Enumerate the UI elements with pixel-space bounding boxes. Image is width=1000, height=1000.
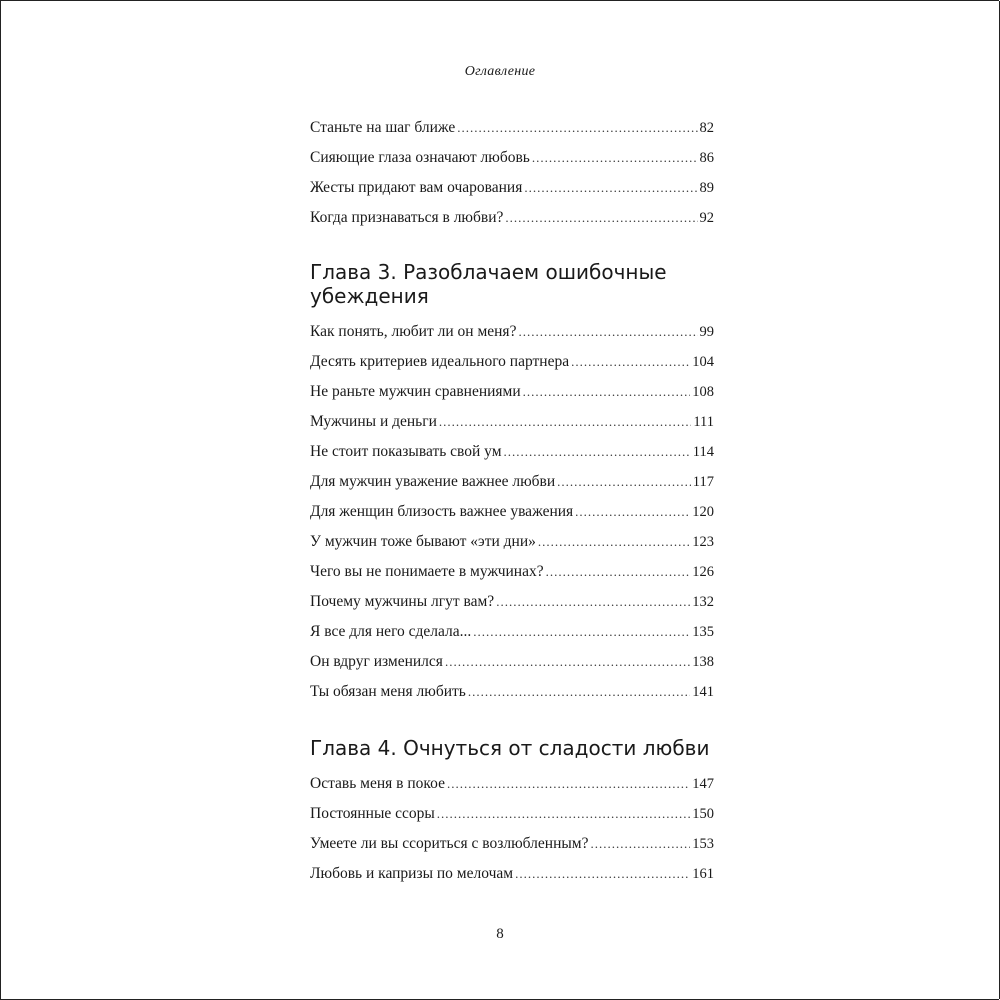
toc-entry[interactable] [310, 592, 714, 612]
dot-leader [437, 804, 690, 824]
toc-entry-title: Почему мужчины лгут вам? [310, 593, 495, 610]
toc-entry[interactable] [310, 774, 714, 794]
toc-entry-page: 117 [692, 474, 714, 490]
dot-leader [504, 442, 691, 462]
dot-leader [571, 352, 690, 372]
toc-entry-title: Жесты придают вам очарования [310, 179, 523, 196]
toc-entry-page: 135 [692, 624, 714, 640]
toc-entry-title: Чего вы не понимаете в мужчинах? [310, 563, 544, 580]
dot-leader [575, 502, 690, 522]
toc-entry-title: Умеете ли вы ссориться с возлюбленным? [310, 835, 589, 852]
toc-entry-title: Как понять, любит ли он меня? [310, 323, 517, 340]
dot-leader [505, 208, 697, 228]
toc-entry[interactable] [310, 412, 714, 432]
toc-entry-page: 89 [699, 180, 714, 196]
chapter-3-heading[interactable] [310, 260, 714, 308]
toc-entry-page: 150 [692, 806, 714, 822]
chapter-3-heading-line-1: Глава 3. Разоблачаем ошибочные [310, 260, 667, 284]
toc-entry-title: Станьте на шаг ближе [310, 119, 456, 136]
page-number: 8 [496, 926, 504, 942]
toc-entry-title: Когда признаваться в любви? [310, 209, 504, 226]
dot-leader [445, 652, 690, 672]
dot-leader [518, 322, 697, 342]
chapter-4-heading[interactable]: Глава 4. Очнуться от сладости любви [310, 736, 710, 760]
dot-leader [590, 834, 690, 854]
dot-leader [457, 118, 697, 138]
toc-entry-page: 111 [693, 414, 714, 430]
toc-entry-title: Я все для него сделала... [310, 623, 472, 640]
toc-entry-title: Оставь меня в покое [310, 775, 445, 792]
dot-leader [538, 532, 690, 552]
toc-entry[interactable] [310, 622, 714, 642]
toc-entry-title: Не стоит показывать свой ум [310, 443, 502, 460]
toc-entry-page: 120 [692, 504, 714, 520]
toc-entry-title: Не раньте мужчин сравнениями [310, 383, 521, 400]
toc-entry-page: 99 [699, 324, 714, 340]
toc-entry[interactable] [310, 834, 714, 854]
toc-entry-page: 82 [699, 120, 714, 136]
toc-entry-page: 153 [692, 836, 714, 852]
toc-entry-title: Сияющие глаза означают любовь [310, 149, 530, 166]
toc-entry-title: Десять критериев идеального партнера [310, 353, 570, 370]
dot-leader [473, 622, 690, 642]
toc-entry[interactable] [310, 502, 714, 522]
toc-entry[interactable] [310, 652, 714, 672]
toc-entry[interactable] [310, 864, 714, 884]
running-head: Оглавление [464, 64, 536, 79]
toc-entry-page: 86 [699, 150, 714, 166]
toc-entry-title: Любовь и капризы по мелочам [310, 865, 514, 882]
toc-entry-page: 161 [692, 866, 714, 882]
toc-entry-title: Мужчины и деньги [310, 413, 437, 430]
dot-leader [557, 472, 691, 492]
toc-entry[interactable] [310, 472, 714, 492]
dot-leader [439, 412, 691, 432]
toc-entry-title: Для мужчин уважение важнее любви [310, 473, 556, 490]
toc-entry[interactable] [310, 352, 714, 372]
toc-entry[interactable] [310, 208, 714, 228]
toc-entry-page: 108 [692, 384, 714, 400]
toc-entry[interactable] [310, 322, 714, 342]
dot-leader [524, 178, 697, 198]
chapter-3-heading-line-2: убеждения [310, 284, 429, 308]
toc-entry[interactable] [310, 148, 714, 168]
dot-leader [447, 774, 690, 794]
dot-leader [515, 864, 690, 884]
toc-entry-page: 126 [692, 564, 714, 580]
toc-entry-page: 114 [692, 444, 714, 460]
dot-leader [532, 148, 698, 168]
toc-entry-page: 92 [699, 210, 714, 226]
toc-entry-page: 138 [692, 654, 714, 670]
dot-leader [496, 592, 690, 612]
toc-entry-title: Постоянные ссоры [310, 805, 435, 822]
toc-entry-page: 147 [692, 776, 714, 792]
toc-entry[interactable] [310, 178, 714, 198]
toc-entry[interactable] [310, 118, 714, 138]
toc-entry-page: 123 [692, 534, 714, 550]
toc-entry-title: У мужчин тоже бывают «эти дни» [310, 533, 536, 550]
toc-entry[interactable] [310, 442, 714, 462]
toc-entry[interactable] [310, 562, 714, 582]
toc-entry[interactable] [310, 532, 714, 552]
toc-entry-page: 104 [692, 354, 714, 370]
toc-entry[interactable] [310, 804, 714, 824]
toc-entry-title: Для женщин близость важнее уважения [310, 503, 574, 520]
toc-entry[interactable] [310, 382, 714, 402]
toc-entry-title: Он вдруг изменился [310, 653, 443, 670]
toc-entry-page: 141 [692, 684, 714, 700]
dot-leader [468, 682, 690, 702]
toc-entry-page: 132 [692, 594, 714, 610]
toc-entry[interactable] [310, 682, 714, 702]
dot-leader [546, 562, 691, 582]
dot-leader [523, 382, 691, 402]
toc-entry-title: Ты обязан меня любить [310, 683, 466, 700]
